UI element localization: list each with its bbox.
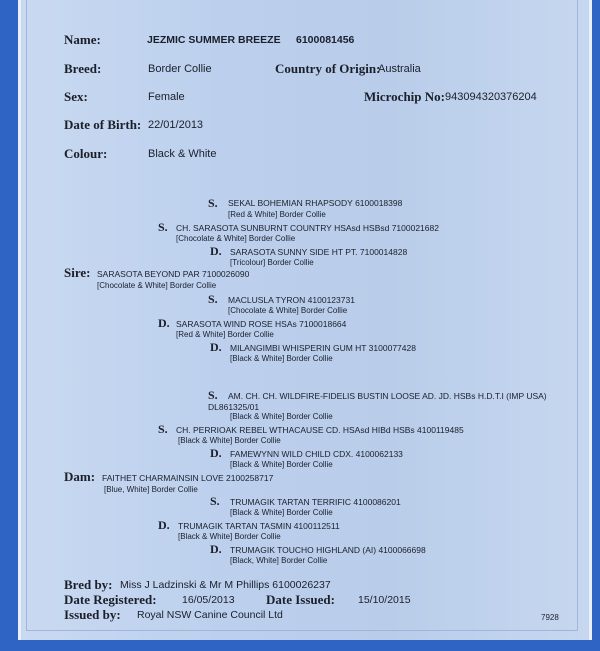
bred-by-value: Miss J Ladzinski & Mr M Phillips 6100026237	[120, 579, 331, 591]
ancestor-name: TRUMAGIK TOUCHO HIGHLAND (AI) 4100066698	[230, 545, 426, 555]
bred-by-label: Bred by:	[64, 577, 113, 592]
sire-desc: [Chocolate & White] Border Collie	[97, 281, 217, 290]
breed-label: Breed:	[64, 61, 102, 76]
country-value: Australia	[378, 63, 421, 75]
ancestor-desc: [Red & White] Border Collie	[228, 210, 326, 219]
pedigree-code: S.	[158, 220, 168, 234]
date-issued-value: 15/10/2015	[358, 594, 411, 606]
ancestor-name: SARASOTA SUNNY SIDE HT PT. 7100014828	[230, 247, 408, 257]
microchip-label: Microchip No:	[364, 89, 445, 104]
ancestor-name: CH. PERRIOAK REBEL WTHACAUSE CD. HSAsd HIBd HSBs 4100119485	[176, 425, 464, 435]
ancestor-name: TRUMAGIK TARTAN TASMIN 4100112511	[178, 521, 340, 531]
sire-name: SARASOTA BEYOND PAR 7100026090	[97, 269, 250, 279]
date-registered-value: 16/05/2013	[182, 594, 235, 606]
pedigree-code: D.	[210, 542, 222, 556]
dob-value: 22/01/2013	[148, 119, 204, 131]
dam-desc: [Blue, White] Border Collie	[104, 485, 198, 494]
ancestor-desc: [Chocolate & White] Border Collie	[176, 234, 296, 243]
ancestor-desc: [Black & White] Border Collie	[230, 508, 333, 517]
date-registered-label: Date Registered:	[64, 592, 157, 607]
dog-name: JEZMIC SUMMER BREEZE	[147, 34, 281, 46]
dam-name: FAITHET CHARMAINSIN LOVE 2100258717	[102, 473, 274, 483]
ancestor-name: SEKAL BOHEMIAN RHAPSODY 6100018398	[228, 198, 403, 208]
dob-label: Date of Birth:	[64, 117, 142, 132]
colour-value: Black & White	[148, 148, 217, 160]
registration-number: 6100081456	[296, 34, 355, 46]
pedigree-code: S.	[210, 494, 220, 508]
pedigree-code: D.	[158, 316, 170, 330]
pedigree-code: D.	[210, 244, 222, 258]
ancestor-name: AM. CH. CH. WILDFIRE-FIDELIS BUSTIN LOOSE AD. JD. HSBs H.D.T.I (IMP USA)	[228, 391, 547, 401]
pedigree-code: S.	[208, 388, 218, 402]
ancestor-desc: [Black & White] Border Collie	[178, 436, 281, 445]
ancestor-name: CH. SARASOTA SUNBURNT COUNTRY HSAsd HSBsd 7100021682	[176, 223, 439, 233]
ancestor-name: FAMEWYNN WILD CHILD CDX. 4100062133	[230, 449, 403, 459]
ancestor-name: TRUMAGIK TARTAN TERRIFIC 4100086201	[230, 497, 401, 507]
ancestor-desc: [Chocolate & White] Border Collie	[228, 306, 348, 315]
ancestor-desc: [Black & White] Border Collie	[230, 412, 333, 421]
issued-by-label: Issued by:	[64, 607, 121, 622]
sex-value: Female	[148, 91, 185, 103]
ancestor-name-continued: DL861325/01	[208, 402, 260, 412]
microchip-value: 943094320376204	[445, 91, 537, 103]
country-label: Country of Origin:	[275, 61, 381, 76]
pedigree-code: D.	[158, 518, 170, 532]
pedigree-code: S.	[208, 292, 218, 306]
ancestor-desc: [Black & White] Border Collie	[230, 460, 333, 469]
pedigree-code: S.	[158, 422, 168, 436]
sire-label: Sire:	[64, 265, 91, 280]
ancestor-name: SARASOTA WIND ROSE HSAs 7100018664	[176, 319, 347, 329]
sex-label: Sex:	[64, 89, 88, 104]
breed-value: Border Collie	[148, 63, 212, 75]
pedigree-code: S.	[208, 196, 218, 210]
pedigree-code: D.	[210, 446, 222, 460]
ancestor-desc: [Tricolour] Border Collie	[230, 258, 314, 267]
ancestor-desc: [Black & White] Border Collie	[230, 354, 333, 363]
ancestor-desc: [Black, White] Border Collie	[230, 556, 328, 565]
pedigree-code: D.	[210, 340, 222, 354]
form-number: 7928	[541, 613, 559, 622]
ancestor-name: MILANGIMBI WHISPERIN GUM HT 3100077428	[230, 343, 416, 353]
colour-label: Colour:	[64, 146, 108, 161]
dam-label: Dam:	[64, 469, 96, 484]
ancestor-name: MACLUSLA TYRON 4100123731	[228, 295, 355, 305]
date-issued-label: Date Issued:	[266, 592, 335, 607]
name-label: Name:	[64, 32, 101, 47]
ancestor-desc: [Black & White] Border Collie	[178, 532, 281, 541]
ancestor-desc: [Red & White] Border Collie	[176, 330, 274, 339]
issued-by-value: Royal NSW Canine Council Ltd	[137, 609, 283, 621]
